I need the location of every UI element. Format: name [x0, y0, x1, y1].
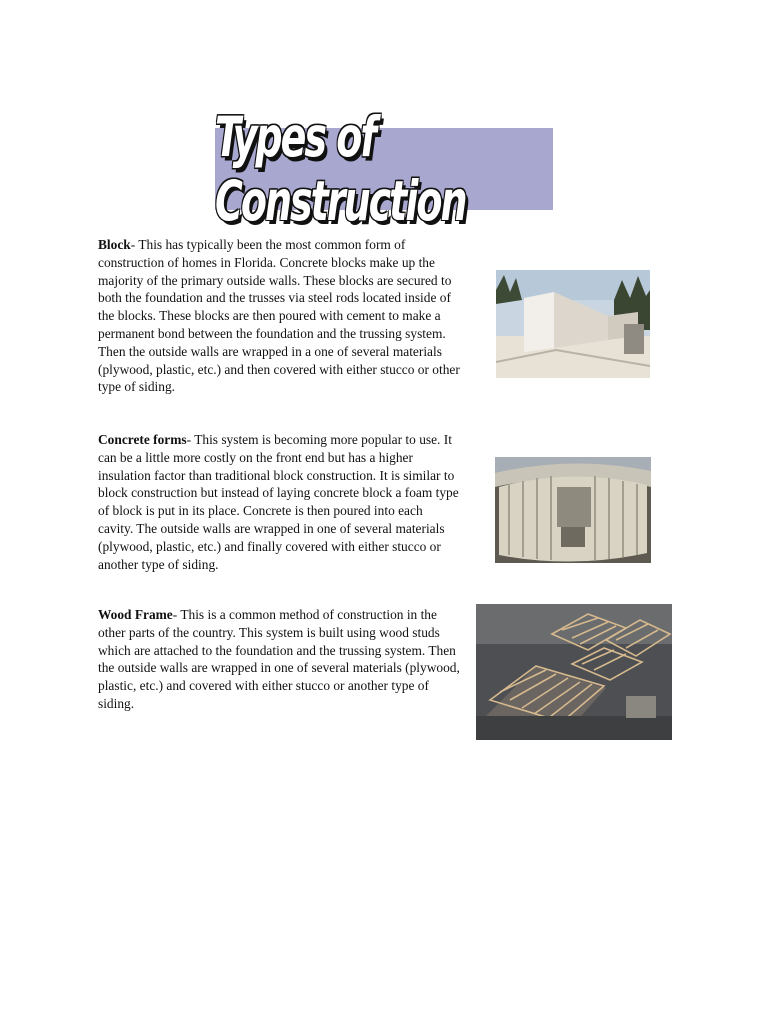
concrete-forms-text: - This system is becoming more popular to use. It can be a little more costly on the front end but has a higher insulation factor than traditional block construction. It is similar to block construction but instead of laying concrete block a foam type of block is put in its place. Concrete is then poured into each cavity. The outside walls are wrapped in one of several materials (plywood, plastic, etc.) and finally covered with either stucco or another type of siding. [98, 432, 459, 572]
concrete-forms-heading: Concrete forms [98, 432, 187, 447]
wood-frame-section [98, 606, 460, 713]
block-text: - This has typically been the most common form of construction of homes in Florida. Concrete blocks make up the majority of the primary outside walls. These blocks are secured to both the foundation and the trusses via steel rods located inside of the blocks. These blocks are then poured with cement to make a permanent bond between the foundation and the trussing system. Then the outside walls are wrapped in a one of several materials (plywood, plastic, etc.) and then covered with either stucco or other type of siding. [98, 237, 460, 395]
concrete-forms-photo [495, 457, 651, 563]
wood-frame-heading: Wood Frame [98, 607, 173, 622]
block-construction-photo [496, 270, 650, 378]
wood-frame-text: - This is a common method of construction in the other parts of the country. This system is built using wood studs which are attached to the foundation and the trussing system. Then the outside walls are wrapped in one of several materials (plywood, plastic, etc.) and covered with either stucco or another type of siding. [98, 607, 460, 711]
page-title: Types of Construction [215, 105, 466, 233]
block-section [98, 236, 460, 396]
wood-frame-photo [476, 604, 672, 740]
title-banner [215, 105, 553, 233]
concrete-forms-section [98, 431, 460, 573]
block-heading: Block [98, 237, 131, 252]
